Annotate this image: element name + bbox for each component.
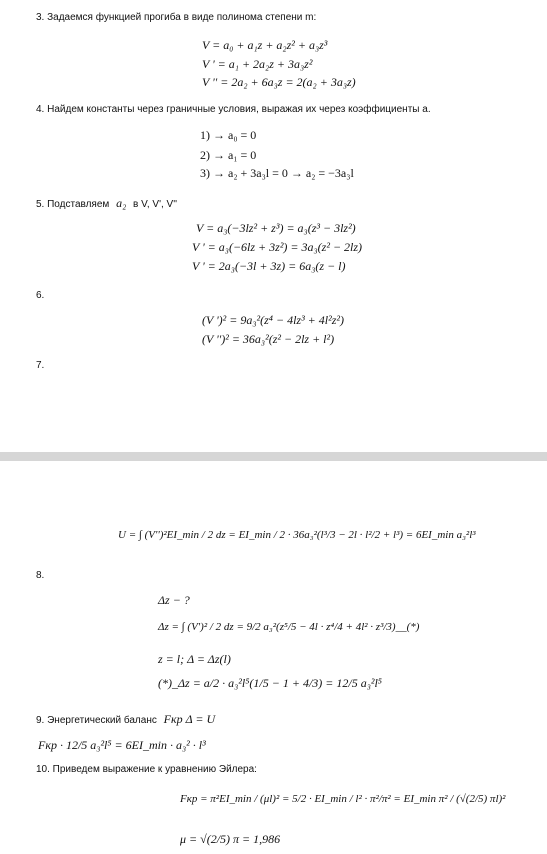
heading-9-equation: Fкр Δ = U (163, 712, 216, 726)
heading-5 (36, 196, 177, 211)
equation-3-2: V ' = a₁ + 2a₂z + 3a₃z² (202, 57, 313, 71)
heading-4: 4. Найдем константы через граничные условия, выражая их через коэффициенты a. (36, 104, 431, 115)
equation-8-3: z = l; Δ = Δz(l) (158, 652, 231, 666)
heading-5-variable: a₂ (116, 196, 127, 210)
heading-5-prefix: 5. Подставляем (36, 199, 110, 210)
page-separator (0, 452, 547, 461)
equation-6-2: (V '')² = 36a₃²(z² − 2lz + l²) (202, 332, 335, 346)
equation-4-1: 1) → a₀ = 0 (200, 128, 257, 142)
equation-5-3: V ' = 2a₃(−3l + 3z) = 6a₃(z − l) (192, 259, 346, 273)
heading-7: 7. (36, 360, 45, 371)
heading-5-suffix: в V, V', V'' (133, 199, 178, 210)
equation-6-1: (V ')² = 9a₃²(z⁴ − 4lz³ + 4l²z²) (202, 313, 344, 327)
equation-3-3: V '' = 2a₂ + 6a₃z = 2(a₂ + 3a₃z) (202, 75, 356, 89)
heading-9 (36, 712, 215, 727)
heading-9-label: 9. Энергетический баланс (36, 715, 157, 726)
heading-3: 3. Задаемся функцией прогиба в виде полинома степени m: (36, 12, 317, 23)
heading-8: 8. (36, 570, 45, 581)
equation-10: Fкр = π²EI_min / (μl)² = 5/2 · EI_min / l² · π²/π² = EI_min π² / (√(2/5) πl)² (180, 793, 506, 805)
heading-6: 6. (36, 290, 45, 301)
equation-5-2: V ' = a₃(−6lz + 3z²) = 3a₃(z² − 2lz) (192, 240, 363, 254)
equation-8-4: (*)_Δz = a/2 · a₃²l⁵(1/5 − 1 + 4/3) = 12/5 a₃²l⁵ (158, 676, 382, 690)
equation-8-2: Δz = ∫ (V')² / 2 dz = 9/2 a₃²(z⁵/5 − 4l · z⁴/4 + 4l² · z³/3)__(*) (158, 621, 420, 633)
equation-4-2: 2) → a₁ = 0 (200, 148, 257, 162)
equation-8-1: Δz − ? (158, 593, 190, 607)
equation-3-1: V = a₀ + a₁z + a₂z² + a₃z³ (202, 38, 328, 52)
equation-9: Fкр · 12/5 a₃²l⁵ = 6EI_min · a₃² · l³ (38, 738, 206, 752)
equation-5-1: V = a₃(−3lz² + z³) = a₃(z³ − 3lz²) (196, 221, 356, 235)
equation-10-mu: μ = √(2/5) π = 1,986 (180, 832, 281, 846)
equation-4-3: 3) → a₂ + 3a₃l = 0 → a₂ = −3a₃l (200, 166, 354, 180)
heading-10: 10. Приведем выражение к уравнению Эйлера: (36, 764, 257, 775)
equation-7-energy: U = ∫ (V'')²EI_min / 2 dz = EI_min / 2 · 36a₃²(l³/3 − 2l · l²/2 + l³) = 6EI_min a₃²l³ (118, 529, 476, 541)
